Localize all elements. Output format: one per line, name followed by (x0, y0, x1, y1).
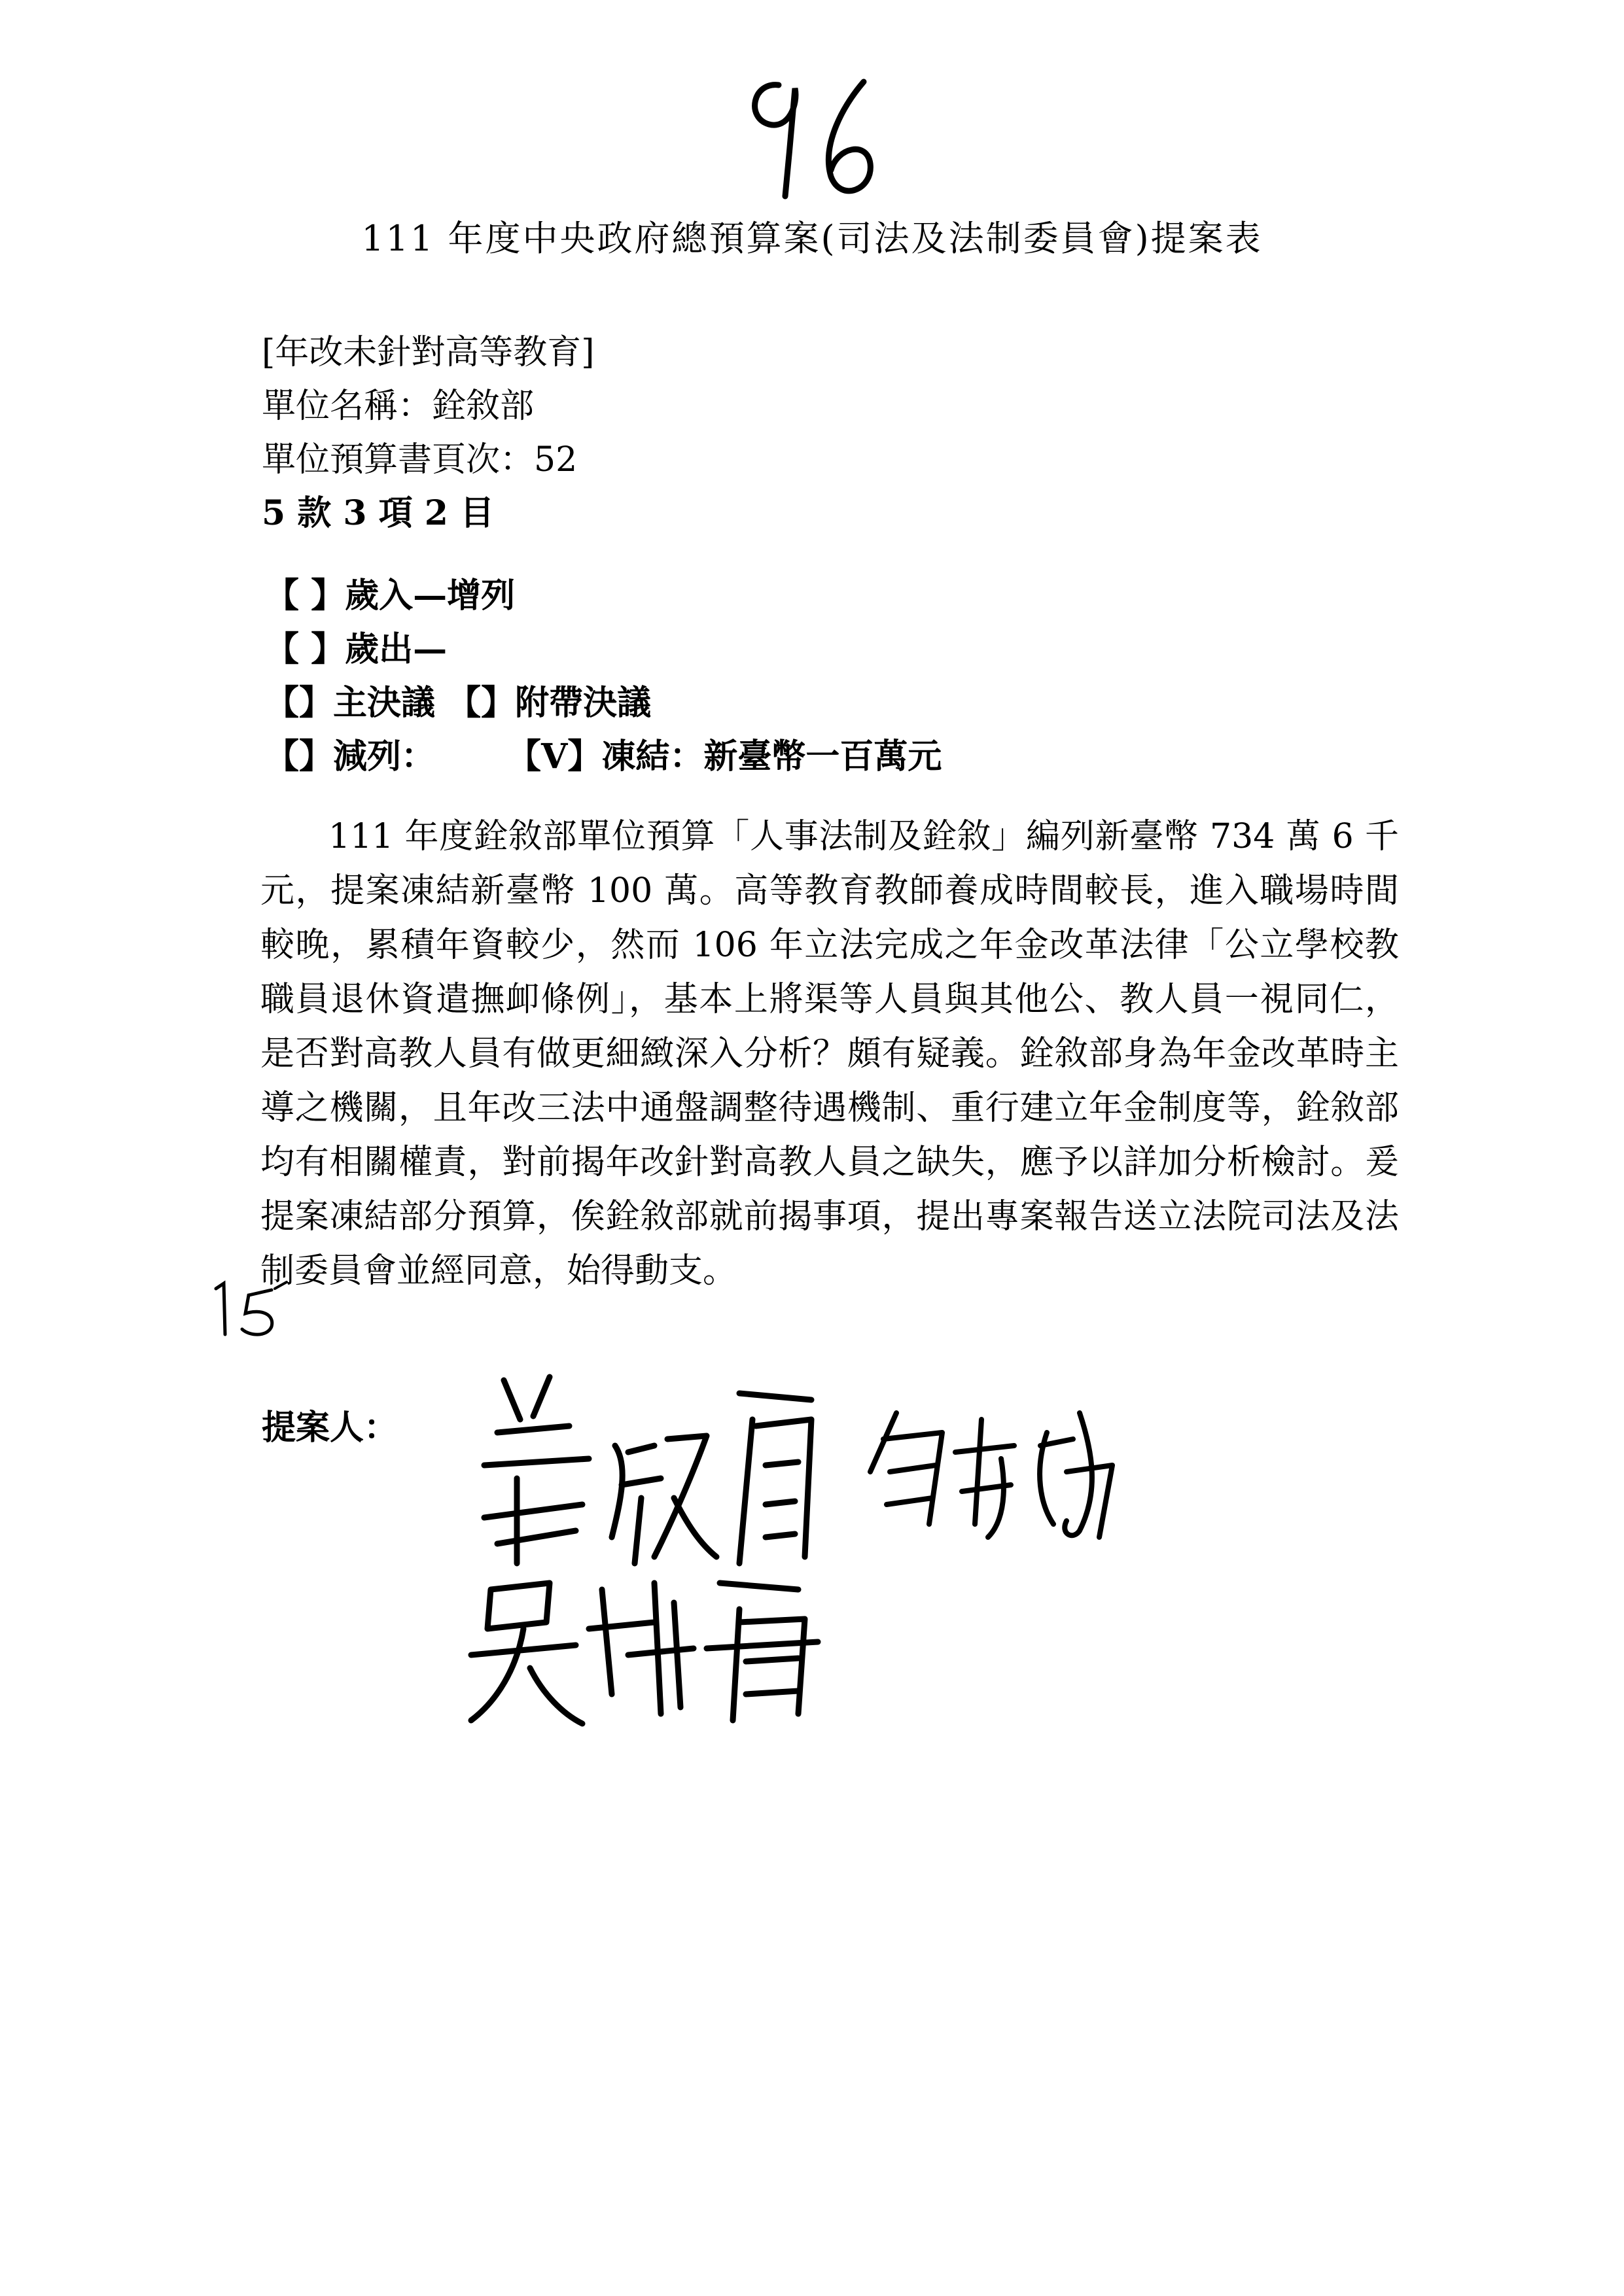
unit-name-line: 單位名稱：銓敘部 (262, 387, 535, 426)
option-reduce: 【】減列： (265, 737, 436, 776)
option-freeze: 【V】凍結：新臺幣一百萬元 (507, 737, 942, 776)
option-expenditure: 【 】歲出— (265, 629, 448, 669)
option-main-resolution: 【】主決議 (265, 683, 436, 723)
handwritten-15-drawing (209, 1276, 288, 1341)
signature-1 (458, 1367, 838, 1576)
signature-2 (857, 1393, 1132, 1550)
option-reduce-freeze (265, 730, 942, 784)
document-title: 111 年度中央政府總預算案(司法及法制委員會)提案表 (361, 218, 1263, 259)
option-attached-resolution: 【】附帶決議 (447, 683, 652, 723)
handwritten-mark (209, 1276, 288, 1341)
page-number-drawing (733, 65, 890, 209)
subject-line: [年改未針對高等教育] (262, 333, 595, 372)
signature-1-drawing (458, 1367, 838, 1576)
signature-3 (458, 1563, 824, 1733)
proposal-body: 111 年度銓敘部單位預算「人事法制及銓敘」編列新臺幣 734 萬 6 千元，提案凍結新臺幣 100 萬。高等教育教師養成時間較長，進入職場時間較晚，累積年資較少，然而 106 年立法完成之年金改革法律「公立學校教職員退休資遣撫卹條例」，基本上將渠等人員與其他公、教人員一視同仁，是否對高教人員有做更細緻深入分析？頗有疑義。銓敘部身為年金改革時主導之機關，且年改三法中通盤調整待遇機制、重行建立年金制度等，銓敘部均有相關權責，對前揭年改針對高教人員之缺失，應予以詳加分析檢討。爰提案凍結部分預算，俟銓敘部就前揭事項，提出專案報告送立法院司法及法制委員會並經同意，始得動支。 (260, 817, 1399, 1291)
option-revenue: 【 】歲入—增列 (265, 576, 516, 616)
signature-3-drawing (458, 1563, 824, 1733)
option-resolutions (265, 676, 942, 730)
proposer-label: 提案人： (262, 1408, 398, 1448)
signature-2-drawing (857, 1393, 1132, 1550)
handwritten-page-number (733, 65, 890, 209)
budget-page-line: 單位預算書頁次：52 (262, 440, 578, 479)
item-code-line: 5 款 3 項 2 目 (262, 493, 495, 533)
meta-block (262, 326, 595, 540)
options-block (265, 569, 942, 784)
